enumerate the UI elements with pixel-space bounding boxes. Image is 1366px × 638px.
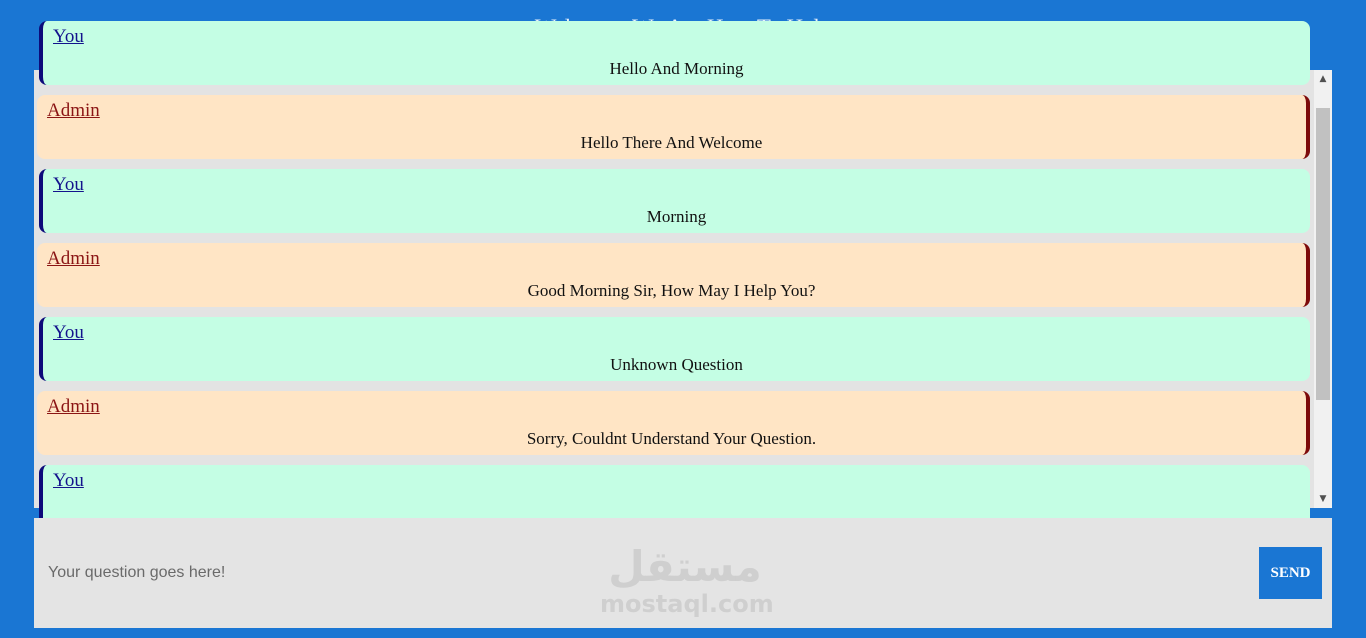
sender-link-you[interactable]: You <box>53 322 84 343</box>
sender-link-you[interactable]: You <box>53 470 84 491</box>
message-text: Hello There And Welcome <box>580 133 763 152</box>
sender-link-you[interactable]: You <box>53 174 84 195</box>
scroll-thumb[interactable] <box>1316 108 1330 400</box>
message-admin <box>37 95 1310 159</box>
message-text: Unknown Question <box>610 355 743 374</box>
sender-link-admin[interactable]: Admin <box>47 396 100 417</box>
message-user <box>39 21 1310 85</box>
triangle-up-icon[interactable]: ▲ <box>1319 74 1327 84</box>
message-list <box>37 21 1310 539</box>
message-text: Morning <box>646 207 707 226</box>
sender-link-admin[interactable]: Admin <box>47 248 100 269</box>
watermark-arabic: مستقل <box>608 542 762 591</box>
message-text: Good Morning Sir, How May I Help You? <box>527 281 816 300</box>
message-user <box>39 169 1310 233</box>
message-user <box>39 317 1310 381</box>
message-text: Hello And Morning <box>609 59 744 78</box>
send-button[interactable]: SEND <box>1259 547 1322 599</box>
message-text: Sorry, Couldnt Understand Your Question. <box>526 429 817 448</box>
message-admin <box>37 391 1310 455</box>
watermark-latin: mostaql.com <box>600 590 774 618</box>
mostaql-watermark <box>600 542 774 618</box>
question-input[interactable] <box>48 556 648 590</box>
chat-scrollbar[interactable] <box>1314 70 1332 508</box>
message-admin <box>37 243 1310 307</box>
sender-link-you[interactable]: You <box>53 26 84 47</box>
sender-link-admin[interactable]: Admin <box>47 100 100 121</box>
composer <box>34 518 1332 628</box>
chat-history[interactable] <box>34 26 1332 508</box>
triangle-down-icon[interactable]: ▼ <box>1319 494 1327 504</box>
